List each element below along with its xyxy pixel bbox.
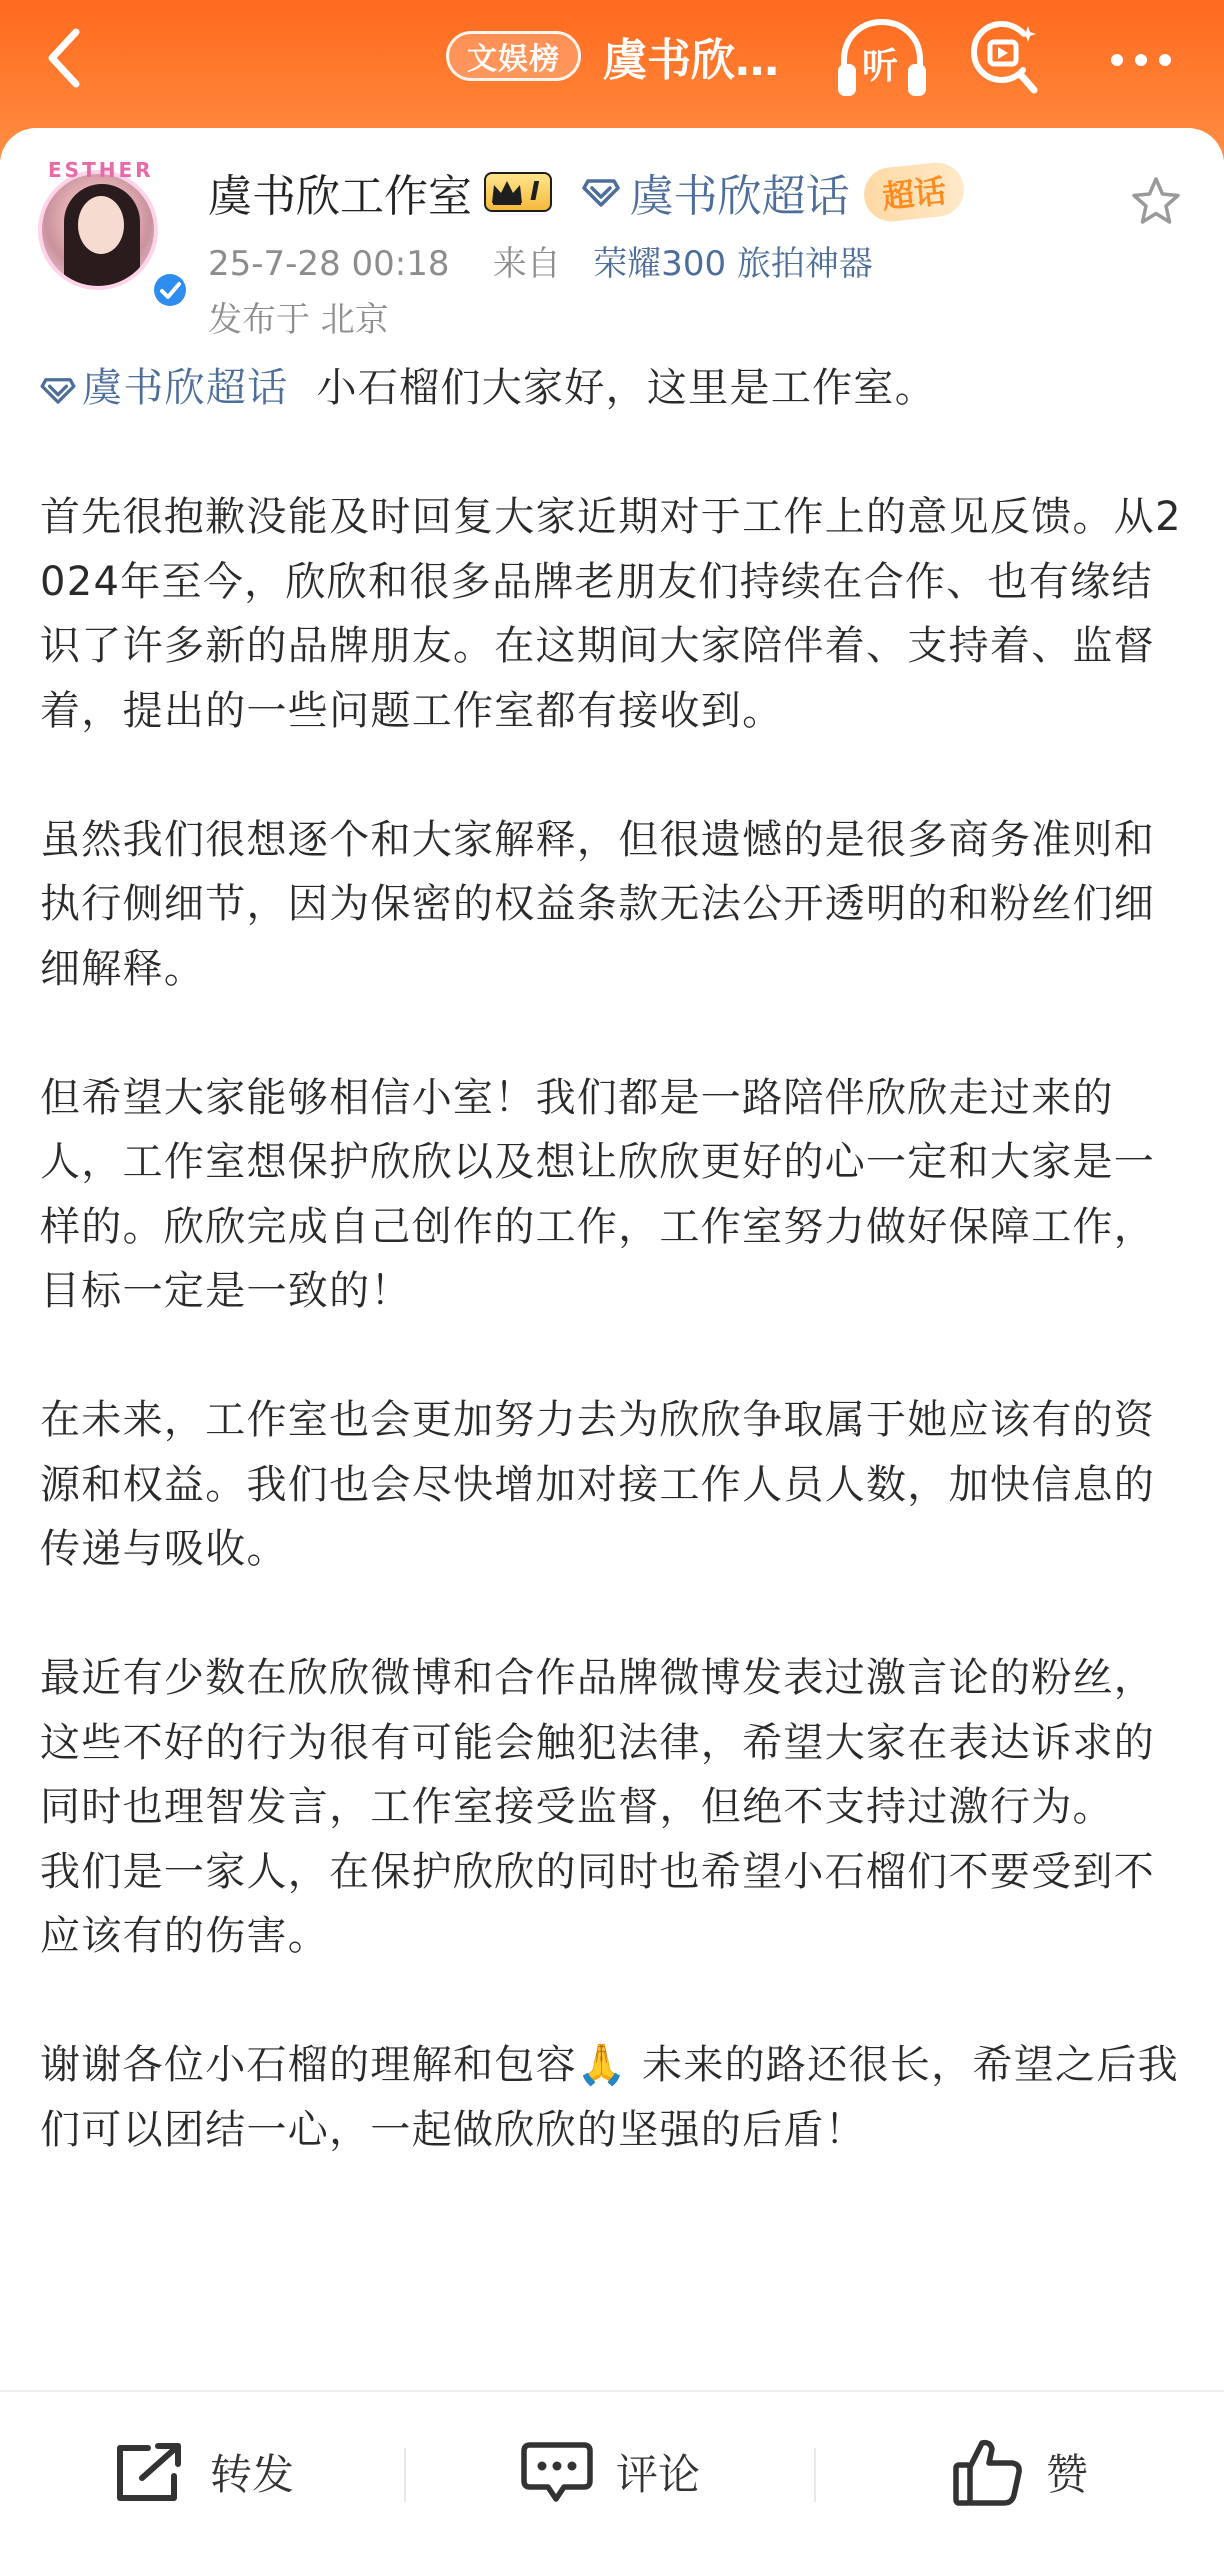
pray-emoji-icon: 🙏 — [576, 2042, 629, 2088]
post-source-prefix: 来自 — [492, 244, 561, 284]
more-dots-icon — [1135, 54, 1147, 66]
body-supertopic-label: 虞书欣超话 — [82, 365, 289, 411]
post-paragraph-4: 在未来，工作室也会更加努力去为欣欣争取属于她应该有的资源和权益。我们也会尽快增加对接工作人员人数，加快信息的传递与吸收。 — [40, 1397, 1156, 1572]
avatar-image — [38, 170, 158, 290]
thumbs-up-icon — [952, 2437, 1024, 2507]
body-supertopic-link[interactable] — [40, 365, 289, 411]
star-icon — [1128, 174, 1184, 230]
header-title-group — [446, 20, 779, 92]
like-button[interactable] — [952, 2432, 1088, 2512]
verified-badge — [150, 270, 190, 310]
back-button[interactable] — [34, 18, 94, 98]
author-supertopic-label: 虞书欣超话 — [629, 171, 850, 222]
more-dots-icon — [1111, 54, 1123, 66]
avatar-frame-text: ESTHER — [48, 158, 154, 182]
search-icon — [968, 16, 1048, 106]
author-name[interactable]: 虞书欣工作室 — [208, 171, 472, 222]
post-intro: 小石榴们大家好，这里是工作室。 — [316, 365, 937, 411]
repost-button[interactable] — [112, 2432, 294, 2512]
post-location: 发布于 北京 — [208, 300, 389, 340]
post-paragraph-1: 首先很抱歉没能及时回复大家近期对于工作上的意见反馈。从2024年至今，欣欣和很多品牌老朋友们持续在合作、也有缘结识了许多新的品牌朋友。在这期间大家陪伴着、支持着、监督着，提出的一些问题工作室都有接收到。 — [40, 494, 1182, 734]
post-paragraph-5: 最近有少数在欣欣微博和合作品牌微博发表过激言论的粉丝，这些不好的行为很有可能会触犯法律，希望大家在表达诉求的同时也理智发言，工作室接受监督，但绝不支持过激行为。 — [40, 1655, 1156, 1830]
post-meta — [208, 236, 873, 285]
crown-icon — [490, 177, 524, 207]
post-content — [40, 356, 1190, 2162]
vip-level: I — [530, 177, 540, 207]
comment-label: 评论 — [616, 2450, 701, 2499]
listen-label: 听 — [862, 46, 899, 87]
action-divider — [404, 2448, 406, 2502]
action-divider — [814, 2448, 816, 2502]
supertopic-diamond-icon — [582, 177, 620, 207]
post-source-device[interactable]: 荣耀300 旅拍神器 — [593, 244, 873, 284]
author-supertopic-link[interactable] — [582, 160, 850, 224]
post-card — [0, 128, 1224, 2561]
post-paragraph-7-end: 未来的路还很长，希望之后我们可以团结一心，一起做欣欣的坚强的后盾！ — [40, 2042, 1179, 2153]
post-paragraph-2: 虽然我们很想逐个和大家解释，但很遗憾的是很多商务准则和执行侧细节，因为保密的权益条款无法公开透明的和粉丝们细细解释。 — [40, 816, 1156, 992]
post-paragraph-6: 我们是一家人，在保护欣欣的同时也希望小石榴们不要受到不应该有的伤害。 — [40, 1848, 1156, 1959]
action-bar — [0, 2390, 1224, 2561]
rank-badge[interactable]: 文娱榜 — [446, 31, 581, 81]
post-paragraph-7 — [40, 2033, 1190, 2162]
verified-check-icon — [152, 272, 188, 308]
vip-badge[interactable] — [484, 172, 552, 212]
page-title: 虞书欣… — [603, 35, 779, 86]
comment-button[interactable] — [520, 2432, 700, 2512]
supertopic-diamond-icon — [40, 376, 76, 404]
supertopic-badge[interactable]: 超话 — [861, 160, 966, 224]
author-row — [208, 162, 964, 222]
post-datetime: 25-7-28 00:18 — [208, 244, 450, 284]
listen-button[interactable] — [834, 14, 930, 104]
repost-icon — [112, 2440, 188, 2504]
like-label: 赞 — [1046, 2450, 1089, 2499]
more-button[interactable] — [1096, 20, 1186, 100]
post-paragraph — [40, 356, 1190, 421]
back-arrow-icon — [44, 26, 84, 90]
repost-label: 转发 — [210, 2450, 295, 2499]
favorite-button[interactable] — [1128, 174, 1184, 230]
post-paragraph-7-start: 谢谢各位小石榴的理解和包容 — [40, 2042, 577, 2088]
comment-icon — [520, 2439, 594, 2505]
more-dots-icon — [1159, 54, 1171, 66]
post-paragraph-3: 但希望大家能够相信小室！我们都是一路陪伴欣欣走过来的人，工作室想保护欣欣以及想让欣欣更好的心一定和大家是一样的。欣欣完成自己创作的工作，工作室努力做好保障工作，目标一定是一致的！ — [40, 1074, 1156, 1314]
search-button[interactable] — [968, 16, 1048, 106]
avatar[interactable] — [30, 158, 168, 298]
